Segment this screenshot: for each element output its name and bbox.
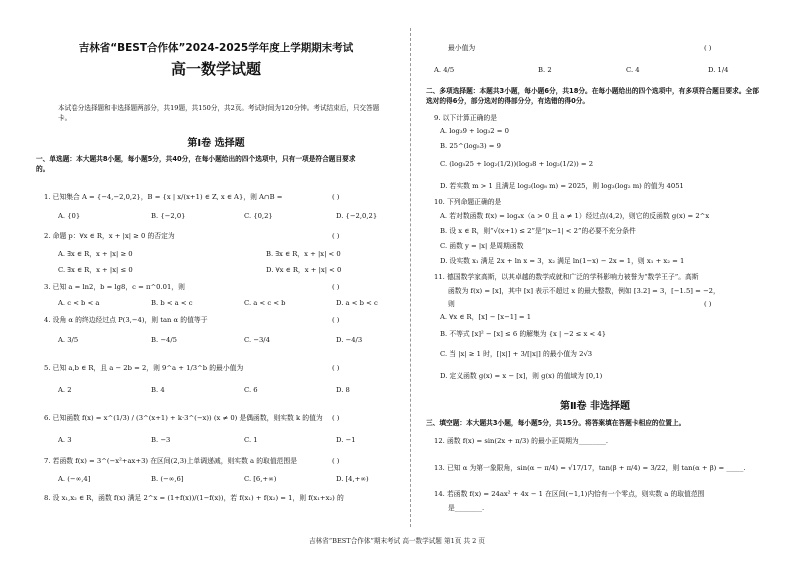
option-c: C. 函数 y = |x| 是周期函数 (440, 242, 524, 250)
question-stem: 11. 德国数学家高斯，以其卓越的数学成就和广泛的学科影响力被誉为“数学王子”。高斯 (434, 273, 699, 281)
option-b: B. 25^(log₅3) = 9 (440, 142, 501, 150)
option-d: D. −4/3 (336, 336, 363, 344)
option-a: A. 3 (58, 436, 72, 444)
option-c: C. (log₅25 + log₂(1/2))(log₃8 + log₂(1/2)) = 2 (440, 160, 594, 168)
option-d: D. 若实数 m > 1 且满足 log₂(log₈ m) = 2025，则 log₃(log₂ m) 的值为 4051 (440, 182, 684, 190)
option-a: A. ∃x ∈ R，x + |x| ≥ 0 (58, 250, 133, 258)
option-d: D. 8 (336, 386, 350, 394)
option-b: B. −3 (151, 436, 171, 444)
option-d: D. −1 (336, 436, 356, 444)
option-b: B. −4/5 (151, 336, 177, 344)
exam-title: 吉林省“BEST合作体”2024-2025学年度上学期期末考试 (78, 42, 354, 54)
option-d: D. ∀x ∈ R，x + |x| < 0 (266, 266, 342, 274)
option-b: B. (−∞,6] (151, 475, 184, 483)
single-choice-heading: 一、单选题：本大题共8小题，每小题5分，共40分，在每小题给出的四个选项中，只有一项是符合题目要求的。 (36, 155, 356, 174)
option-b: B. 设 x ∈ R，则“√(x+1) ≤ 2”是“|x−1| < 2”的必要不充分条件 (440, 227, 636, 235)
answer-paren: ( ) (332, 364, 340, 372)
option-a: A. 3/5 (58, 336, 79, 344)
question-stem: 2. 命题 p：∀x ∈ R，x + |x| ≥ 0 的否定为 (44, 232, 175, 240)
left-column (36, 0, 396, 530)
option-b: B. 不等式 [x]² − [x] ≤ 6 的解集为 {x | −2 ≤ x < 4} (440, 330, 607, 338)
answer-paren: ( ) (332, 193, 340, 201)
option-a: A. 2 (58, 386, 72, 394)
right-column (426, 0, 764, 530)
page-footer: 吉林省“BEST合作体”期末考试 高一数学试题 第1页 共 2 页 (308, 537, 486, 545)
answer-paren: ( ) (704, 44, 712, 52)
option-a: A. (−∞,4] (58, 475, 91, 483)
option-c: C. 6 (244, 386, 258, 394)
question-stem: 10. 下列命题正确的是 (434, 198, 502, 206)
option-c: C. {0,2} (244, 212, 273, 220)
question-stem: 6. 已知函数 f(x) = x^(1/3) / (3^(x+1) + k·3^(−x)) (x ≠ 0) 是偶函数，则实数 k 的值为 (44, 414, 323, 422)
option-b: B. b < a < c (151, 299, 193, 307)
question-stem: 1. 已知集合 A = {−4,−2,0,2}，B = {x | x/(x+1) ∈ Z, x ∈ A}，则 A∩B = (44, 193, 283, 201)
question-stem: 8. 设 x₁,x₂ ∈ R，函数 f(x) 满足 2^x = (1+f(x))/(1−f(x))，若 f(x₁) + f(x₂) = 1，则 f(x₁+x₂) 的 (44, 494, 344, 502)
question-stem-continued: 是________. (448, 504, 485, 512)
answer-paren: ( ) (704, 300, 712, 308)
option-c: C. 当 |x| ≥ 1 时，[|x|] + 3/[|x|] 的最小值为 2√3 (440, 350, 593, 358)
fill-blank-heading: 三、填空题：本大题共3小题，每小题5分，共15分。将答案填在答题卡相应的位置上。 (426, 419, 686, 427)
question-stem: 3. 已知 a = ln2，b = lg8，c = π^0.01，则 (44, 283, 185, 291)
option-a: A. c < b < a (58, 299, 100, 307)
question-stem: 14. 若函数 f(x) = 24ax² + 4x − 1 在区间(−1,1)内恰有一个零点，则实数 a 的取值范围 (434, 490, 705, 498)
part2-title: 第Ⅱ卷 非选择题 (559, 401, 631, 412)
option-a: A. 若对数函数 f(x) = logₐx（a > 0 且 a ≠ 1）经过点(4,2)，则它的反函数 g(x) = 2^x (440, 212, 710, 220)
question-stem: 7. 若函数 f(x) = 3^(−x²+ax+3) 在区间(2,3)上单调递减，则实数 a 的取值范围是 (44, 457, 298, 465)
option-d: D. 1/4 (708, 66, 729, 74)
multi-choice-heading: 二、多项选择题：本题共3小题，每小题6分，共18分。在每小题给出的四个选项中，有多项符合题目要求。全部选对的得6分，部分选对的得部分分，有选错的得0分。 (426, 87, 759, 106)
answer-paren: ( ) (332, 414, 340, 422)
question-stem-continued: 最小值为 (448, 44, 476, 52)
question-13: 13. 已知 α 为第一象限角，sin(α − π/4) = √17/17，tan(β + π/4) = 3/22，则 tan(α + β) = _____. (434, 464, 746, 472)
option-c: C. ∃x ∈ R，x + |x| ≤ 0 (58, 266, 133, 274)
option-d: D. {−2,0,2} (336, 212, 378, 220)
option-d: D. 定义函数 g(x) = x − [x]，则 g(x) 的值域为 [0,1) (440, 372, 603, 380)
answer-paren: ( ) (332, 283, 340, 291)
answer-paren: ( ) (332, 457, 340, 465)
intro-text: 本试卷分选择题和非选择题两部分，共19题，共150分，共2页。考试时间为120分钟。考试结束后，只交答题卡。 (58, 104, 380, 122)
option-a: A. ∀x ∈ R，[x] − [x−1] = 1 (440, 313, 532, 321)
option-c: C. a < c < b (244, 299, 286, 307)
option-a: A. {0} (58, 212, 81, 220)
question-stem: 5. 已知 a,b ∈ R，且 a − 2b = 2，则 9^a + 1/3^b 的最小值为 (44, 364, 244, 372)
part1-title: 第Ⅰ卷 选择题 (187, 138, 245, 149)
option-a: A. log₃9 + log₃2 = 0 (440, 127, 509, 135)
question-stem-line2: 函数为 f(x) = [x]，其中 [x] 表示不超过 x 的最大整数，例如 [3.2] = 3，[−1.5] = −2， (448, 287, 720, 295)
option-d: D. [4,+∞) (336, 475, 369, 483)
question-stem: 9. 以下计算正确的是 (434, 114, 498, 122)
option-c: C. 4 (626, 66, 640, 74)
option-b: B. 4 (151, 386, 165, 394)
column-divider (410, 28, 411, 527)
option-c: C. −3/4 (244, 336, 270, 344)
option-c: C. 1 (244, 436, 258, 444)
option-d: D. 设实数 x₁ 满足 2x + ln x = 3，x₂ 满足 ln(1−x) − 2x = 1，则 x₁ + x₂ = 1 (440, 257, 685, 265)
option-b: B. {−2,0} (151, 212, 186, 220)
option-c: C. [6,+∞) (244, 475, 277, 483)
option-a: A. 4/5 (434, 66, 455, 74)
subject-title: 高一数学试题 (170, 60, 261, 78)
option-b: B. 2 (538, 66, 552, 74)
question-stem: 4. 设角 α 的终边经过点 P(3,−4)，则 tan α 的值等于 (44, 316, 208, 324)
answer-paren: ( ) (332, 232, 340, 240)
question-stem-line3: 则 (448, 300, 455, 308)
question-12: 12. 函数 f(x) = sin(2x + π/3) 的最小正周期为________. (434, 437, 609, 445)
answer-paren: ( ) (332, 316, 340, 324)
option-b: B. ∃x ∈ R，x + |x| < 0 (266, 250, 341, 258)
option-d: D. a < b < c (336, 299, 378, 307)
